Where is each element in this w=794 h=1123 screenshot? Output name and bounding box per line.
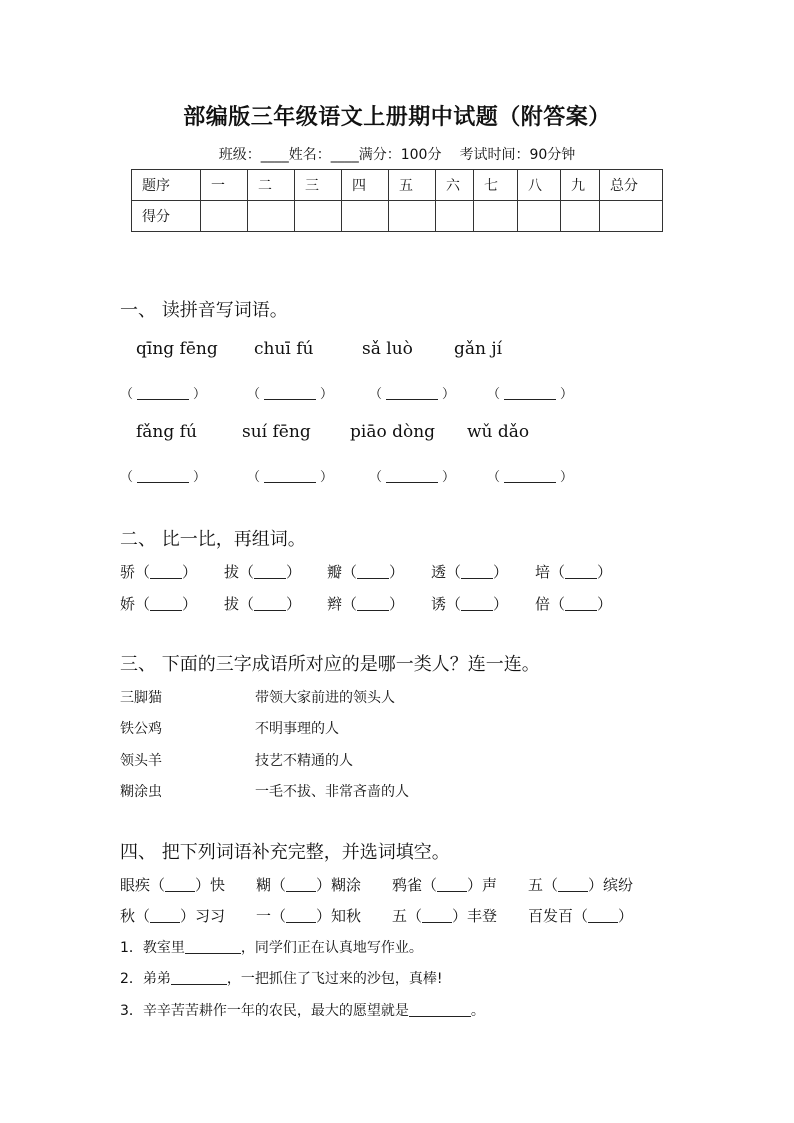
score-cell[interactable] xyxy=(201,201,248,232)
idiom-fill-item[interactable]: 眼疾（ ）快 xyxy=(120,876,226,894)
row-label: 得分 xyxy=(132,201,201,232)
class-label: 班级：____ xyxy=(218,147,289,163)
full-score-label: 满分：100分 xyxy=(358,147,442,163)
pinyin-item: qīng fēng xyxy=(136,339,218,359)
fill-question-3[interactable]: 3．辛辛苦苦耕作一年的农民，最大的愿望就是 。 xyxy=(120,1003,485,1019)
idiom-item[interactable]: 领头羊 xyxy=(120,753,162,769)
idiom-fill-item[interactable]: 一（ ）知秋 xyxy=(256,907,362,925)
header-cell: 六 xyxy=(436,170,474,201)
score-cell[interactable] xyxy=(295,201,342,232)
compare-item[interactable]: 培（ ） xyxy=(535,563,613,581)
meaning-item[interactable]: 不明事理的人 xyxy=(255,721,339,737)
compare-item[interactable]: 倍（ ） xyxy=(535,595,613,613)
answer-blank[interactable]: （ ） xyxy=(487,387,574,402)
header-cell: 五 xyxy=(389,170,436,201)
pinyin-item: chuī fú xyxy=(254,339,314,359)
answer-blank[interactable]: （ ） xyxy=(369,470,456,485)
fill-question-2[interactable]: 2．弟弟 ，一把抓住了飞过来的沙包，真棒! xyxy=(120,971,443,987)
answer-blank[interactable]: （ ） xyxy=(247,387,334,402)
exam-info-line xyxy=(0,144,794,164)
answer-blank[interactable]: （ ） xyxy=(487,470,574,485)
score-table xyxy=(131,169,663,232)
compare-item[interactable]: 娇（ ） xyxy=(120,595,198,613)
header-cell: 三 xyxy=(295,170,342,201)
header-cell: 四 xyxy=(342,170,389,201)
score-cell[interactable] xyxy=(436,201,474,232)
score-cell[interactable] xyxy=(389,201,436,232)
header-cell: 二 xyxy=(248,170,295,201)
meaning-item[interactable]: 一毛不拔、非常吝啬的人 xyxy=(255,784,409,800)
fill-question-1[interactable]: 1．教室里 ，同学们正在认真地写作业。 xyxy=(120,940,423,956)
exam-time-label: 考试时间：90分钟 xyxy=(459,147,576,163)
score-cell[interactable] xyxy=(474,201,518,232)
section-2-heading: 二、 比一比，再组词。 xyxy=(120,529,306,550)
idiom-item[interactable]: 糊涂虫 xyxy=(120,784,162,800)
compare-item[interactable]: 拔（ ） xyxy=(224,595,302,613)
score-table-score-row xyxy=(132,201,663,232)
score-cell[interactable] xyxy=(248,201,295,232)
compare-item[interactable]: 瓣（ ） xyxy=(327,563,405,581)
answer-blank[interactable]: （ ） xyxy=(369,387,456,402)
header-cell: 九 xyxy=(561,170,600,201)
meaning-item[interactable]: 技艺不精通的人 xyxy=(255,753,353,769)
section-1-heading: 一、 读拼音写词语。 xyxy=(120,300,288,321)
idiom-fill-item[interactable]: 五（ ）缤纷 xyxy=(528,876,634,894)
header-cell: 一 xyxy=(201,170,248,201)
idiom-item[interactable]: 三脚猫 xyxy=(120,690,162,706)
pinyin-item: sǎ luò xyxy=(362,339,413,359)
header-cell: 八 xyxy=(518,170,561,201)
pinyin-item: fǎng fú xyxy=(136,422,197,442)
score-table-header-row xyxy=(132,170,663,201)
compare-item[interactable]: 透（ ） xyxy=(431,563,509,581)
pinyin-item: wǔ dǎo xyxy=(467,422,530,442)
score-cell[interactable] xyxy=(518,201,561,232)
idiom-fill-item[interactable]: 糊（ ）糊涂 xyxy=(256,876,362,894)
pinyin-item: suí fēng xyxy=(242,422,311,442)
score-cell[interactable] xyxy=(600,201,663,232)
header-cell: 七 xyxy=(474,170,518,201)
idiom-fill-item[interactable]: 秋（ ）习习 xyxy=(120,907,226,925)
header-cell: 题序 xyxy=(132,170,201,201)
answer-blank[interactable]: （ ） xyxy=(247,470,334,485)
idiom-fill-item[interactable]: 五（ ）丰登 xyxy=(392,907,498,925)
section-4-heading: 四、 把下列词语补充完整，并选词填空。 xyxy=(120,842,450,863)
idiom-item[interactable]: 铁公鸡 xyxy=(120,721,162,737)
section-3-heading: 三、 下面的三字成语所对应的是哪一类人？连一连。 xyxy=(120,654,540,675)
score-cell[interactable] xyxy=(342,201,389,232)
meaning-item[interactable]: 带领大家前进的领头人 xyxy=(255,690,395,706)
header-cell: 总分 xyxy=(600,170,663,201)
idiom-fill-item[interactable]: 百发百（ ） xyxy=(528,907,634,925)
compare-item[interactable]: 辫（ ） xyxy=(327,595,405,613)
answer-blank[interactable]: （ ） xyxy=(120,387,207,402)
pinyin-item: gǎn jí xyxy=(454,339,503,359)
idiom-fill-item[interactable]: 鸦雀（ ）声 xyxy=(392,876,498,894)
pinyin-item: piāo dòng xyxy=(350,422,436,442)
answer-blank[interactable]: （ ） xyxy=(120,470,207,485)
compare-item[interactable]: 诱（ ） xyxy=(431,595,509,613)
compare-item[interactable]: 骄（ ） xyxy=(120,563,198,581)
page-title: 部编版三年级语文上册期中试题（附答案） xyxy=(183,105,611,130)
score-cell[interactable] xyxy=(561,201,600,232)
name-label: 姓名：____ xyxy=(288,147,359,163)
compare-item[interactable]: 拔（ ） xyxy=(224,563,302,581)
